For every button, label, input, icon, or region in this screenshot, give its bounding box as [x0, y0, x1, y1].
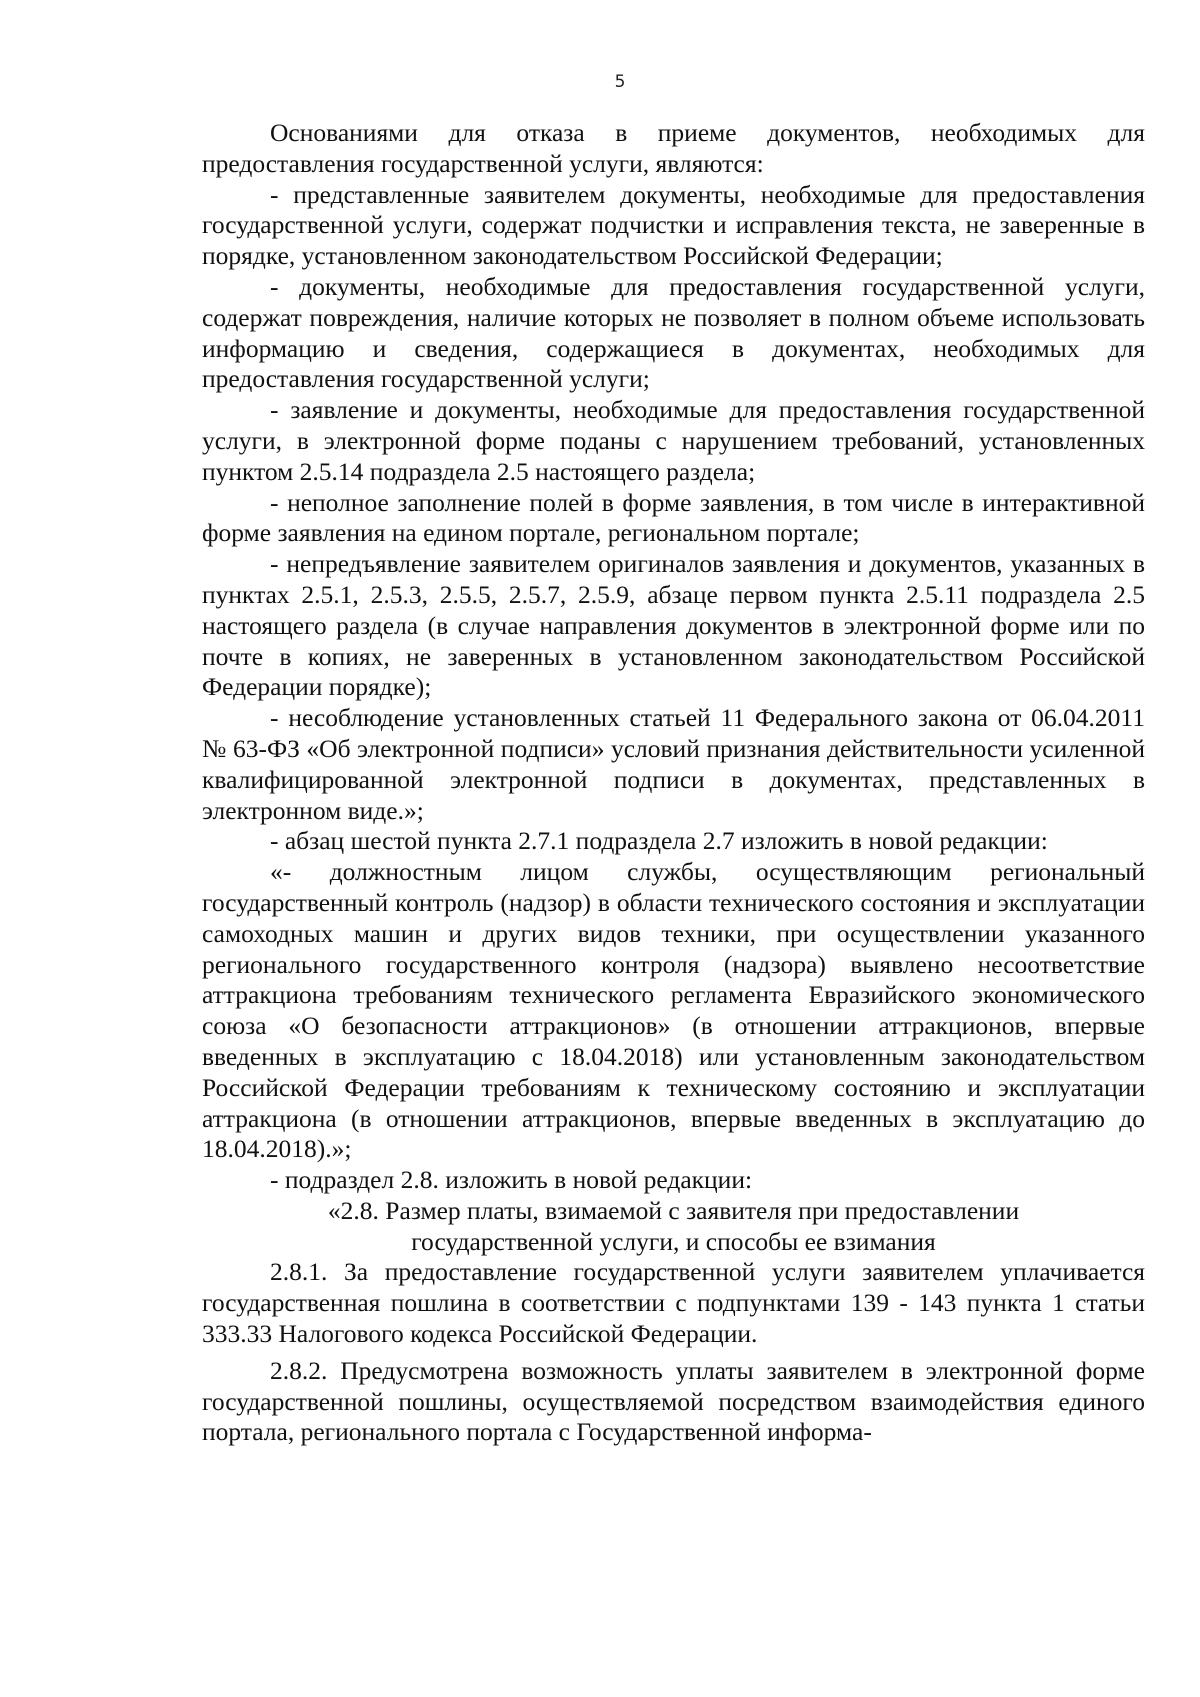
- paragraph-item-originals: - непредъявление заявителем оригиналов заявления и документов, указанных в пунктах 2.5.1, 2.5.3, 2.5.5, 2.5.7, 2.5.9, абзаце первом пункта 2.5.11 подраздела 2.5 настоящего раздела (в случае направления документов в электронной форме или по почте в копиях, не заверенных в установленном законодательством Российской Федерации порядке);: [202, 549, 1145, 702]
- paragraph-item-signature: - несоблюдение установленных статьей 11 Федерального закона от 06.04.2011 № 63-ФЗ «Об электронной подписи» условий признания действительности усиленной квалифицированной электронной подписи в документах, представленных в электронном виде.»;: [202, 703, 1145, 825]
- paragraph-2-8-2: 2.8.2. Предусмотрена возможность уплаты заявителем в электронной форме государственной пошлины, осуществляемой посредством взаимодействия единого портала, регионального портала с Государственной информа-: [202, 1355, 1145, 1447]
- paragraph-item-damage: - документы, необходимые для предоставления государственной услуги, содержат повреждения, наличие которых не позволяет в полном объеме использовать информацию и сведения, содержащиеся в документах, необходимых для предоставления государственной услуги;: [202, 271, 1145, 394]
- section-heading-2-8: «2.8. Размер платы, взимаемой с заявителя при предоставлении государственной услуги, и способы ее взимания: [327, 1195, 1020, 1256]
- page-number: 5: [614, 72, 626, 92]
- paragraph-item-electronic-form: - заявление и документы, необходимые для предоставления государственной услуги, в электронной форме поданы с нарушением требований, установленных пунктом 2.5.14 подраздела 2.5 настоящего раздела;: [202, 395, 1145, 486]
- paragraph-item-corrections: - представленные заявителем документы, необходимые для предоставления государственной услуги, содержат подчистки и исправления текста, не заверенные в порядке, установленном законодательством Российской Федерации;: [202, 179, 1145, 271]
- paragraph-refusal-grounds: Основаниями для отказа в приеме документов, необходимых для предоставления государственной услуги, являются:: [202, 118, 1145, 178]
- paragraph-quoted-control: «- должностным лицом службы, осуществляющим региональный государственный контроль (надзор) в области технического состояния и эксплуатации самоходных машин и других видов техники, при осуществлении указанного регионального государственного контроля (надзора) выявлено несоответствие аттракциона требованиям технического регламента Евразийского экономического союза «О безопасности аттракционов» (в отношении аттракционов, впервые введенных в эксплуатацию с 18.04.2018) или установленным законодательством Российской Федерации требованиям к техническому состоянию и эксплуатации аттракциона (в отношении аттракционов, впервые введенных в эксплуатацию до 18.04.2018).»;: [202, 857, 1145, 1164]
- paragraph-amendment-2-8: - подраздел 2.8. изложить в новой редакции:: [270, 1165, 753, 1195]
- paragraph-2-8-1: 2.8.1. За предоставление государственной услуги заявителем уплачивается государственная пошлина в соответствии с подпунктами 139 - 143 пункта 1 статьи 333.33 Налогового кодекса Российской Федерации.: [202, 1257, 1145, 1349]
- document-body: [202, 118, 1145, 1448]
- paragraph-item-incomplete-fields: - неполное заполнение полей в форме заявления, в том числе в интерактивной форме заявления на едином портале, региональном портале;: [202, 487, 1145, 548]
- paragraph-amendment-2-7-1: - абзац шестой пункта 2.7.1 подраздела 2.7 изложить в новой редакции:: [270, 826, 1048, 856]
